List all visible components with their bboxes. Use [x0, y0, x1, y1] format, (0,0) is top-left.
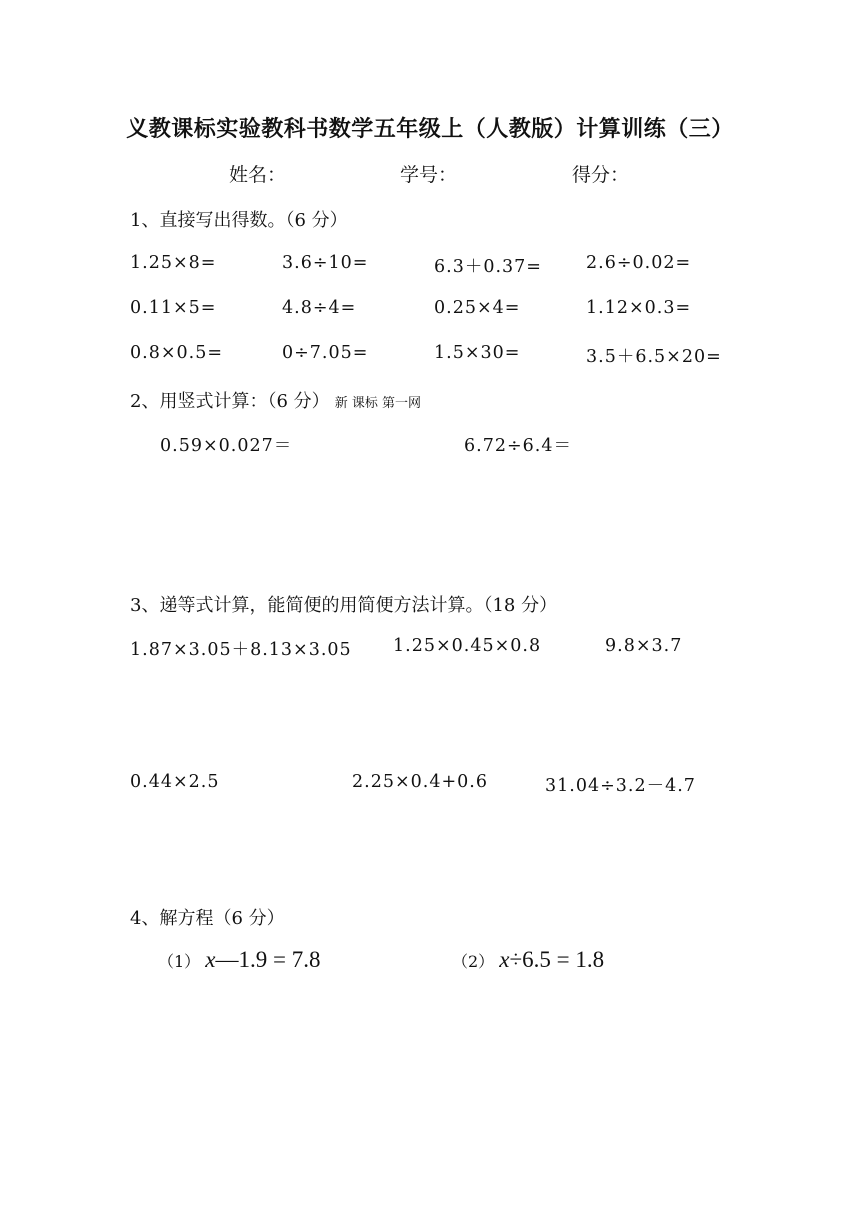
- oral-calc-item: 0.25×4=: [434, 298, 521, 318]
- stepwise-calc-item: 31.04÷3.2－4.7: [545, 776, 696, 796]
- equation-2-label: （2）: [452, 952, 495, 971]
- equation-1: [158, 947, 320, 973]
- oral-calc-item: 0.11×5=: [130, 298, 217, 318]
- oral-calc-item: 0÷7.05=: [282, 343, 369, 363]
- student-number-label: 学号：: [400, 164, 458, 186]
- stepwise-calc-item: 1.25×0.45×0.8: [393, 636, 542, 656]
- section-2-heading: 2、用竖式计算：（6 分）: [130, 391, 330, 412]
- page-title: 义教课标实验教科书数学五年级上（人教版）计算训练（三）: [126, 116, 734, 142]
- equation-2: [452, 947, 604, 973]
- stepwise-calc-item: 0.44×2.5: [130, 772, 220, 792]
- stepwise-calc-item: 1.87×3.05＋8.13×3.05: [130, 640, 352, 660]
- section-3-heading: 3、递等式计算，能简便的用简便方法计算。（18 分）: [130, 595, 558, 616]
- equation-1-label: （1）: [158, 952, 201, 971]
- section-4-heading: 4、解方程（6 分）: [130, 908, 285, 929]
- oral-calc-item: 1.5×30=: [434, 343, 521, 363]
- oral-calc-item: 1.25×8=: [130, 253, 217, 273]
- stepwise-calc-item: 9.8×3.7: [605, 636, 683, 656]
- stepwise-calc-item: 2.25×0.4+0.6: [352, 772, 488, 792]
- oral-calc-item: 2.6÷0.02=: [586, 253, 692, 273]
- equation-2-variable: x: [499, 947, 510, 972]
- vertical-calc-item: 6.72÷6.4＝: [464, 436, 572, 456]
- oral-calc-item: 3.5＋6.5×20=: [586, 347, 722, 367]
- oral-calc-item: 1.12×0.3=: [586, 298, 692, 318]
- equation-1-variable: x: [205, 947, 216, 972]
- oral-calc-item: 4.8÷4=: [282, 298, 357, 318]
- equation-2-expression: ÷6.5 = 1.8: [509, 947, 605, 972]
- oral-calc-item: 6.3＋0.37=: [434, 257, 542, 277]
- oral-calc-item: 0.8×0.5=: [130, 343, 223, 363]
- section-2-note: 新 课标 第一网: [334, 396, 421, 411]
- section-2-heading-row: [130, 387, 421, 413]
- equation-1-expression: —1.9 = 7.8: [215, 947, 321, 972]
- section-1-heading: 1、直接写出得数。（6 分）: [130, 210, 348, 231]
- name-label: 姓名：: [229, 164, 287, 186]
- oral-calc-item: 3.6÷10=: [282, 253, 369, 273]
- score-label: 得分：: [572, 164, 630, 186]
- vertical-calc-item: 0.59×0.027＝: [160, 436, 293, 456]
